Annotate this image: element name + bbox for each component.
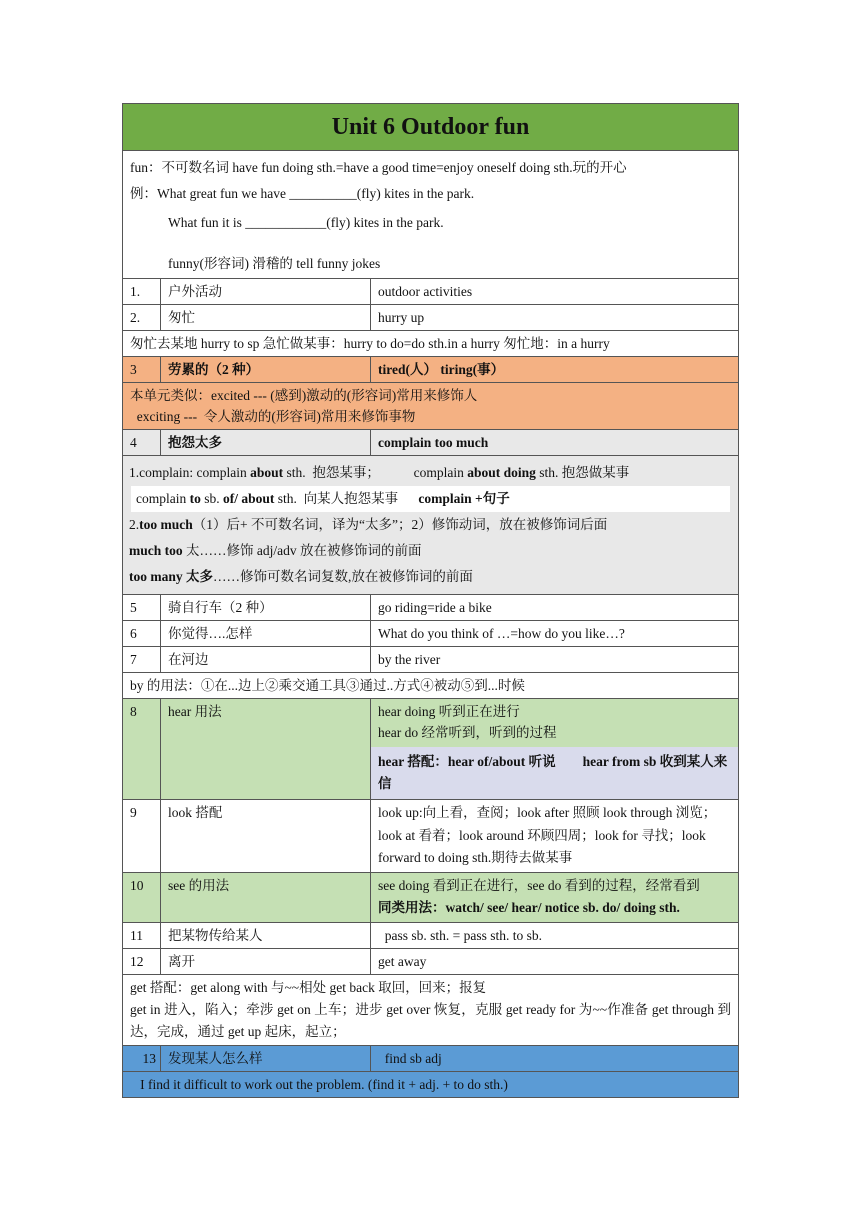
funny-line: funny(形容词) 滑稽的 tell funny jokes [168,256,381,271]
chinese-term: 离开 [161,948,371,974]
chinese-term: 抱怨太多 [161,430,371,456]
chinese-term: 户外活动 [161,279,371,305]
hear-do: hear do 经常听到，听到的过程 [378,725,557,740]
get-collocation-1: get 搭配：get along with 与~~相处 get back 取回，回来；报复 [130,979,487,995]
too-much-note: 2.too much（1）后+ 不可数名词，译为“太多”；2）修饰动词，放在被修饰词后面 [129,517,608,532]
hurry-note: 匆忙去某地 hurry to sp 急忙做某事：hurry to do=do sth.in a hurry 匆忙地：in a hurry [123,331,739,357]
fun-note [123,151,739,279]
example-2: What fun it is ____________(fly) kites in the park. [168,215,444,230]
table-row [123,357,739,383]
table-row [123,800,739,873]
chinese-term: look 搭配 [161,800,371,873]
too-many-note: too many 太多……修饰可数名词复数,放在被修饰词的前面 [129,569,473,584]
get-collocation-2: get in 进入，陷入；牵涉 get on 上车；进步 get over 恢复，克服 get ready for 为~~作准备 get through 到达，完成，通过 get up 起床，起立； [130,1001,732,1039]
chinese-term: 劳累的（2 种） [161,357,371,383]
chinese-term: 你觉得….怎样 [161,621,371,647]
english-phrase: by the river [371,647,739,673]
english-phrase: complain too much [371,430,739,456]
table-row [123,1045,739,1071]
chinese-term: 在河边 [161,647,371,673]
table-row [123,621,739,647]
english-phrase [371,699,739,800]
row-number: 8 [123,699,161,800]
look-at-note: look at 看着；look around 环顾四周；look for 寻找；look forward to doing sth.期待去做某事 [378,827,706,865]
row-number: 12 [123,948,161,974]
complain-to: complain to sb. of/ about sth. 向某人抱怨某事 complain +句子 [131,486,730,512]
example-label: 例： [130,186,157,201]
hear-collocation: hear 搭配：hear of/about 听说 hear from sb 收到某人来信 [371,747,738,799]
chinese-term: 发现某人怎么样 [161,1045,371,1071]
complain-about: 1.complain: complain about sth. 抱怨某事； complain about doing sth. 抱怨做某事 [129,465,630,480]
vocab-table [122,103,739,1098]
adjective-note [123,383,739,430]
row-number: 13 [123,1045,161,1071]
english-phrase: tired(人） tiring(事） [371,357,739,383]
table-row [123,305,739,331]
excited-note: 本单元类似：excited --- (感到)激动的(形容词)常用来修饰人 [130,388,478,403]
row-number: 7 [123,647,161,673]
english-phrase: What do you think of …=how do you like…? [371,621,739,647]
fun-line: fun：不可数名词 have fun doing sth.=have a good time=enjoy oneself doing sth.玩的开心 [130,160,627,175]
perception-verbs: 同类用法：watch/ see/ hear/ notice sb. do/ doing sth. [378,900,680,915]
complain-note [123,456,739,595]
english-phrase: outdoor activities [371,279,739,305]
table-row [123,699,739,800]
exciting-note: exciting --- 令人激动的(形容词)常用来修饰事物 [130,409,416,424]
row-number: 4 [123,430,161,456]
row-number: 9 [123,800,161,873]
chinese-term: 匆忙 [161,305,371,331]
row-number: 3 [123,357,161,383]
english-phrase [371,872,739,922]
chinese-term: see 的用法 [161,872,371,922]
page-title: Unit 6 Outdoor fun [123,104,739,151]
find-note: I find it difficult to work out the problem. (find it + adj. + to do sth.) [123,1071,739,1097]
by-note: by 的用法：①在...边上②乘交通工具③通过..方式④被动⑤到...时候 [123,673,739,699]
hear-doing: hear doing 听到正在进行 [378,704,520,719]
example-1: What great fun we have __________(fly) kites in the park. [157,186,475,201]
row-number: 6 [123,621,161,647]
row-number: 5 [123,595,161,621]
get-note [123,974,739,1045]
row-number: 1. [123,279,161,305]
table-row [123,595,739,621]
english-phrase [371,800,739,873]
table-row [123,279,739,305]
table-row [123,922,739,948]
table-row [123,430,739,456]
chinese-term: 骑自行车（2 种） [161,595,371,621]
chinese-term: 把某物传给某人 [161,922,371,948]
look-up-note: look up:向上看，查阅；look after 照顾 look through 浏览； [378,805,717,820]
see-doing: see doing 看到正在进行，see do 看到的过程，经常看到 [378,877,700,893]
chinese-term: hear 用法 [161,699,371,800]
english-phrase: find sb adj [371,1045,739,1071]
row-number: 10 [123,872,161,922]
table-row [123,647,739,673]
english-phrase: pass sb. sth. = pass sth. to sb. [371,922,739,948]
english-phrase: hurry up [371,305,739,331]
much-too-note: much too 太……修饰 adj/adv 放在被修饰词的前面 [129,543,422,558]
row-number: 11 [123,922,161,948]
table-row [123,948,739,974]
english-phrase: go riding=ride a bike [371,595,739,621]
english-phrase: get away [371,948,739,974]
table-row [123,872,739,922]
row-number: 2. [123,305,161,331]
